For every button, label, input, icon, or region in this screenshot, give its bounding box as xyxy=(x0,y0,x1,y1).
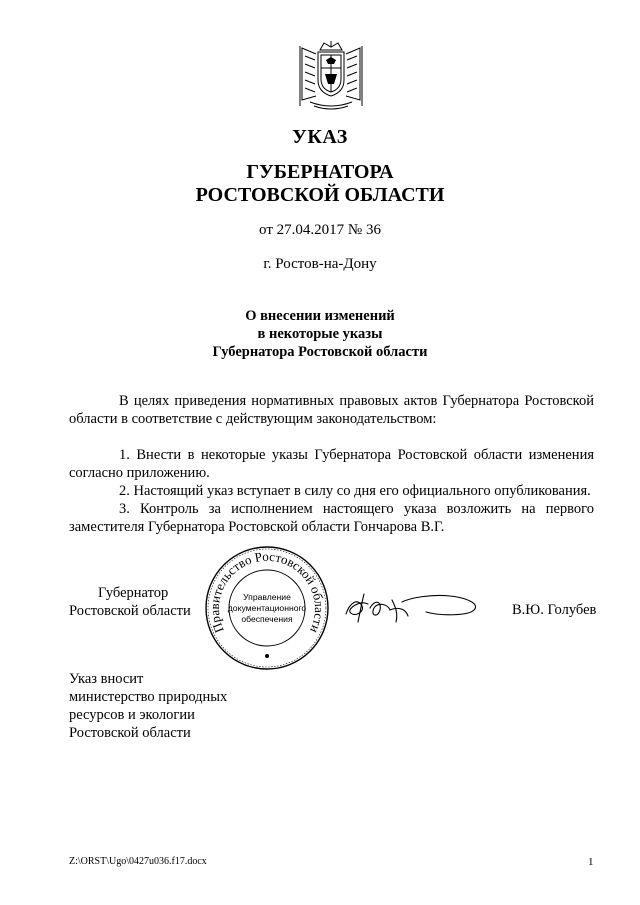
document-subject xyxy=(0,307,640,361)
preamble-paragraph: В целях приведения нормативных правовых актов Губернатора Ростовской области в соответствие с действующим законодательством: xyxy=(69,393,594,427)
authority-line: ГУБЕРНАТОРА xyxy=(246,161,394,183)
document-date-number: от 27.04.2017 № 36 xyxy=(259,222,381,238)
issuing-authority xyxy=(0,161,640,207)
subject-line: в некоторые указы xyxy=(257,326,383,342)
submitter-line: Указ вносит xyxy=(69,671,144,687)
submitter-line: Ростовской области xyxy=(69,725,191,741)
position-line: Ростовской области xyxy=(69,603,191,619)
official-stamp xyxy=(203,544,331,672)
decree-items xyxy=(69,446,594,536)
issue-city: г. Ростов-на-Дону xyxy=(263,256,377,272)
signatory-position xyxy=(69,584,191,620)
signatory-name: В.Ю. Голубев xyxy=(512,602,597,618)
submitting-body xyxy=(69,670,227,742)
position-line: Губернатор xyxy=(98,585,169,601)
decree-item: 1. Внести в некоторые указы Губернатора Ростовской области изменения согласно приложению. xyxy=(69,447,594,481)
decree-item: 3. Контроль за исполнением настоящего указа возложить на первого заместителя Губернатора Ростовской области Гончарова В.Г. xyxy=(69,501,594,535)
decree-item: 2. Настоящий указ вступает в силу со дня его официального опубликования. xyxy=(119,483,591,499)
stamp-center-line: Управление xyxy=(243,592,291,602)
stamp-ring-text: Правительство Ростовской области xyxy=(206,548,328,636)
stamp-center-line: обеспечения xyxy=(241,614,293,624)
subject-line: О внесении изменений xyxy=(245,308,395,324)
page-number: 1 xyxy=(588,856,594,868)
coat-of-arms-icon xyxy=(296,40,366,112)
authority-line: РОСТОВСКОЙ ОБЛАСТИ xyxy=(195,184,445,206)
submitter-line: ресурсов и экологии xyxy=(69,707,195,723)
submitter-line: министерство природных xyxy=(69,689,228,705)
stamp-center-line: документационного xyxy=(227,603,307,613)
handwritten-signature xyxy=(340,588,485,628)
subject-line: Губернатора Ростовской области xyxy=(212,344,428,360)
file-path: Z:\ORST\Ugo\0427u036.f17.docx xyxy=(69,856,207,867)
document-type: УКАЗ xyxy=(292,126,348,148)
